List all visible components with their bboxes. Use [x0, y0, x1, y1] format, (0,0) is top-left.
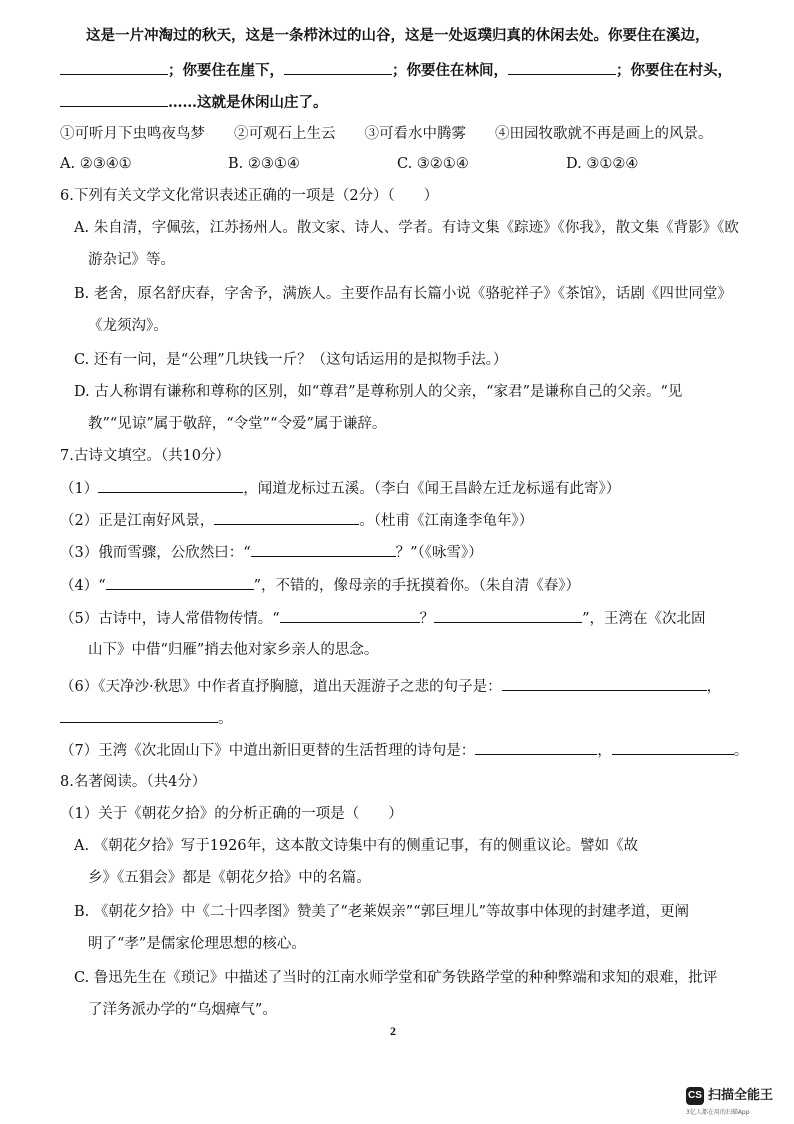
page-number: 2 [390, 1024, 396, 1038]
blank[interactable] [60, 92, 168, 107]
q8-option-c-cont: 了洋务派办学的“乌烟瘴气”。 [88, 1002, 277, 1018]
q7-sub-6-cont: 。 [60, 708, 233, 729]
q6-option-b-cont: 《龙须沟》。 [88, 318, 168, 334]
q5-option-b[interactable]: B. ②③①④ [228, 156, 300, 172]
blank[interactable] [98, 478, 243, 493]
blank[interactable] [60, 708, 218, 723]
camscanner-logo [686, 1087, 786, 1117]
blank[interactable] [508, 60, 616, 75]
q6-option-b[interactable]: B. 老舍，原名舒庆春，字舍予，满族人。主要作品有长篇小说《骆驼祥子》《茶馆》，话剧《四世同堂》 [74, 286, 732, 302]
q6-option-d-cont: 教”“见谅”属于敬辞，“令堂”“令爱”属于谦辞。 [88, 416, 387, 432]
q7-sub-3: （3）俄而雪骤，公欣然曰：“ ？”（《咏雪》） [60, 542, 483, 563]
blank[interactable] [284, 60, 392, 75]
q7-sub-1: （1） ，闻道龙标过五溪。（李白《闻王昌龄左迁龙标遥有此寄》） [60, 478, 620, 499]
blank[interactable] [60, 60, 168, 75]
q8-stem: 8.名著阅读。（共4分） [60, 774, 207, 790]
q5-items: ①可听月下虫鸣夜鸟梦 ②可观石上生云 ③可看水中腾雾 ④田园牧歌就不再是画上的风景。 [60, 126, 713, 142]
q8-option-b-cont: 明了“孝”是儒家伦理思想的核心。 [88, 936, 306, 952]
q7-sub-5-cont: 山下》中借“归雁”捎去他对家乡亲人的思念。 [88, 642, 379, 658]
q8-sub-1: （1）关于《朝花夕拾》的分析正确的一项是（ ） [60, 806, 403, 822]
q5-option-a[interactable]: A. ②③④① [60, 156, 132, 172]
blank[interactable] [106, 575, 254, 590]
q6-option-d[interactable]: D. 古人称谓有谦称和尊称的区别，如“尊君”是尊称别人的父亲，“家君”是谦称自己的父亲。“见 [74, 384, 683, 400]
q5-option-d[interactable]: D. ③①②④ [566, 156, 639, 172]
q7-stem: 7.古诗文填空。（共10分） [60, 448, 231, 464]
cs-logo-icon: CS [686, 1087, 704, 1105]
blank[interactable] [475, 740, 597, 755]
passage-line-3: ……这就是休闲山庄了。 [60, 92, 328, 113]
blank[interactable] [612, 740, 734, 755]
q6-stem: 6.下列有关文学文化常识表述正确的一项是（2分）（ ） [60, 188, 439, 204]
q7-sub-4: （4）“ ”，不错的，像母亲的手抚摸着你。（朱自清《春》） [60, 575, 580, 596]
q6-option-c[interactable]: C. 还有一问，是“公理”几块钱一斤？（这句话运用的是拟物手法。） [74, 352, 508, 368]
blank[interactable] [251, 542, 396, 557]
q5-option-c[interactable]: C. ③②①④ [397, 156, 469, 172]
q7-sub-7: （7）王湾《次北固山下》中道出新旧更替的生活哲理的诗句是： ， 。 [60, 740, 748, 761]
blank[interactable] [280, 608, 420, 623]
blank[interactable] [214, 510, 359, 525]
logo-tagline: 3亿人都在用的扫描App [686, 1109, 750, 1116]
passage-line-1: 这是一片冲淘过的秋天，这是一条栉沐过的山谷，这是一处返璞归真的休闲去处。你要住在溪边， [86, 27, 710, 44]
passage-line-2: ；你要住在崖下， ；你要住在林间， ；你要住在村头， [60, 60, 732, 81]
q6-option-a-cont: 游杂记》等。 [88, 252, 175, 268]
q6-option-a[interactable]: A. 朱自清，字佩弦，江苏扬州人。散文家、诗人、学者。有诗文集《踪迹》《你我》，散文集《背影》《欧 [74, 220, 739, 236]
q7-sub-2: （2）正是江南好风景， 。（杜甫《江南逢李龟年》） [60, 510, 533, 531]
q8-option-b[interactable]: B. 《朝花夕拾》中《二十四孝图》赞美了“老莱娱亲”“郭巨埋儿”等故事中体现的封建孝道，更阐 [74, 904, 690, 920]
blank[interactable] [502, 676, 707, 691]
q7-sub-6: （6）《天净沙·秋思》中作者直抒胸臆，道出天涯游子之悲的句子是： ， [60, 676, 721, 697]
q8-option-c[interactable]: C. 鲁迅先生在《琐记》中描述了当时的江南水师学堂和矿务铁路学堂的种种弊端和求知的艰难，批评 [74, 970, 718, 986]
blank[interactable] [434, 608, 582, 623]
q7-sub-5: （5）古诗中，诗人常借物传情。“ ？ ”，王湾在《次北固 [60, 608, 706, 629]
q8-option-a-cont: 乡》《五猖会》都是《朝花夕拾》中的名篇。 [88, 870, 371, 886]
logo-name: 扫描全能王 [708, 1088, 774, 1103]
q8-option-a[interactable]: A. 《朝花夕拾》写于1926年，这本散文诗集中有的侧重记事，有的侧重议论。譬如《故 [74, 838, 639, 854]
